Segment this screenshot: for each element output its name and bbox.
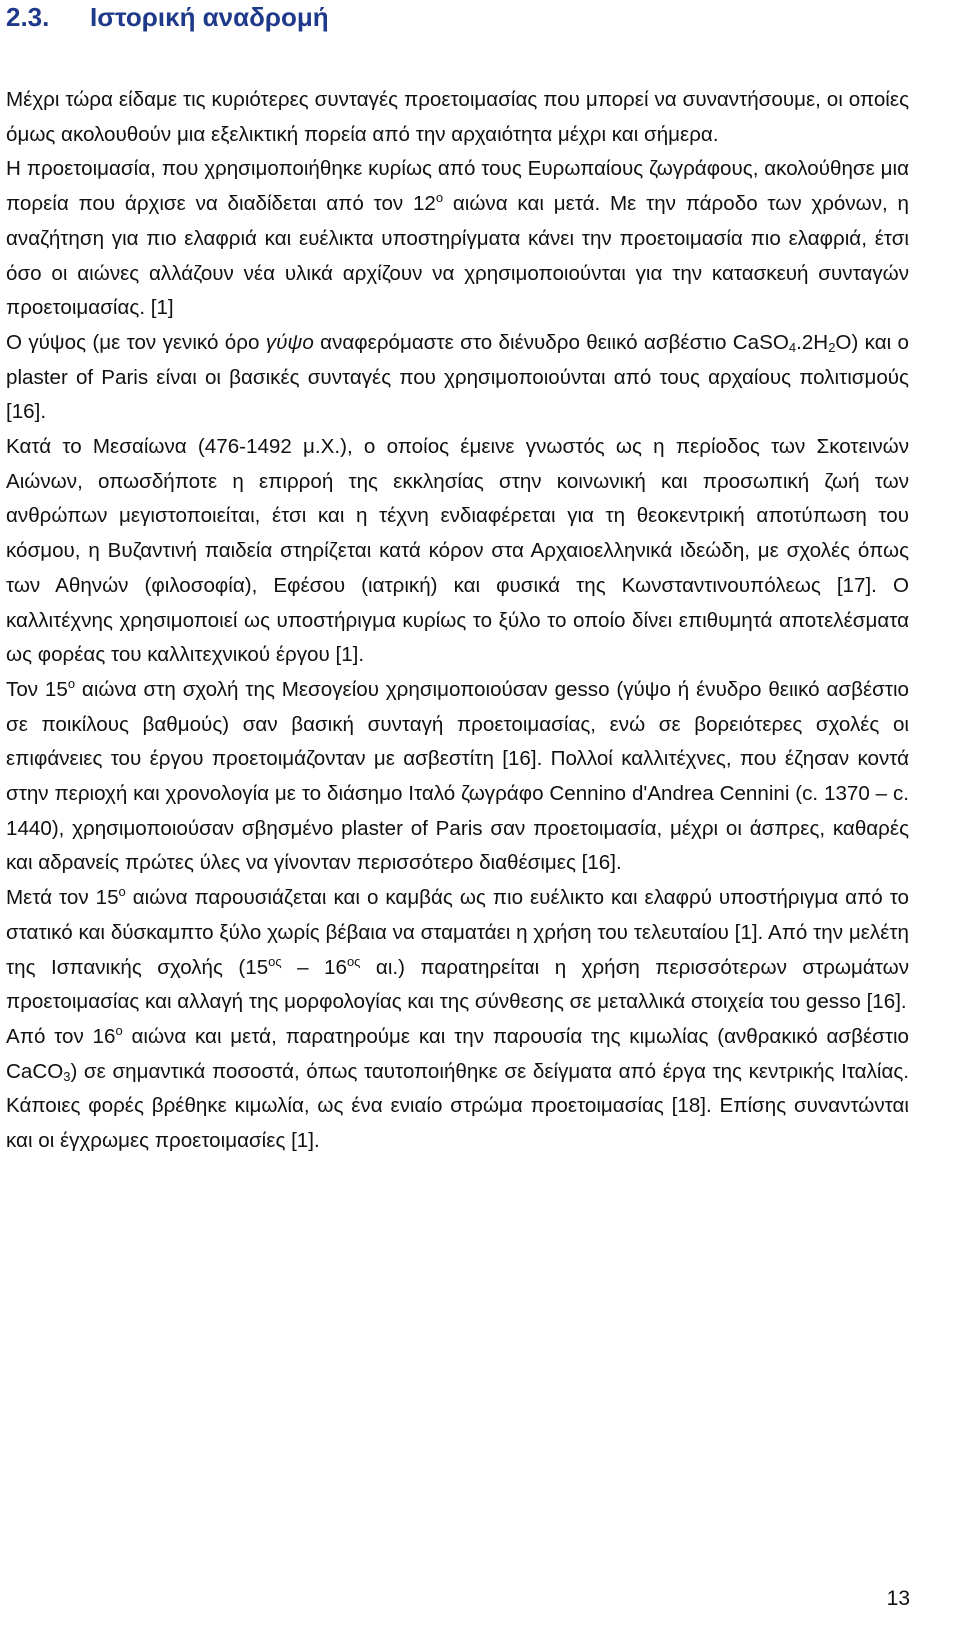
paragraph-after-15th bbox=[6, 881, 909, 1020]
superscript: ο bbox=[118, 884, 126, 900]
italic-term: γύψο bbox=[265, 330, 314, 354]
section-title: Ιστορική αναδρομή bbox=[90, 2, 329, 32]
superscript: ο bbox=[115, 1022, 123, 1038]
text-run: ) σε σημαντικά ποσοστά, όπως ταυτοποιήθηκε σε δείγματα από έργα της κεντρικής Ιταλίας. Κάποιες φορές βρέθηκε κιμωλία, ως ένα ενιαίο στρώμα προετοιμασίας [18]. Επίσης συναντώνται και οι έγχρωμες προετοιμασίες [1]. bbox=[6, 1059, 909, 1153]
subscript: 2 bbox=[828, 339, 836, 355]
paragraph-gypsum bbox=[6, 326, 909, 430]
paragraph-12th-century bbox=[6, 152, 909, 326]
paragraph-16th-century bbox=[6, 1020, 909, 1159]
paragraph-middle-ages: Κατά το Μεσαίωνα (476-1492 μ.Χ.), ο οποίος έμεινε γνωστός ως η περίοδος των Σκοτεινών Αιώνων, οπωσδήποτε η επιρροή της εκκλησίας στην κοινωνική και προσωπική ζωή των ανθρώπων μεγιστοποιείται, έτσι και η τέχνη ενδιαφέρεται για τη θεοκεντρική αποτύπωση του κόσμου, η Βυζαντινή παιδεία στηρίζεται κατά κόρον στα Αρχαιοελληνικά ιδεώδη, με σχολές όπως των Αθηνών (φιλοσοφία), Εφέσου (ιατρική) και φυσικά της Κωνσταντινουπόλεως [17]. Ο καλλιτέχνης χρησιμοποιεί ως υποστήριγμα κυρίως το ξύλο το οποίο δίνει επιθυμητά αποτελέσματα ως φορέας του καλλιτεχνικού έργου [1]. bbox=[6, 435, 909, 667]
text-run: .2H bbox=[796, 330, 829, 354]
text-run: Από τον 16 bbox=[6, 1024, 116, 1048]
superscript: ο bbox=[435, 190, 444, 206]
text-run: Ο γύψος (με τον γενικό όρο bbox=[6, 330, 266, 354]
page-number: 13 bbox=[886, 1587, 910, 1610]
text-run: αιώνα και μετά. Με την πάροδο των χρόνων, η αναζήτηση για πιο ελαφριά και ευέλικτα υποστηρίγματα κάνει την προετοιμασία πιο ελαφριά, έτσι όσο οι αιώνες αλλάζουν νέα υλικά αρχίζουν να χρησιμοποιούνται για την κατασκευή συνταγών προετοιμασίας. [1] bbox=[6, 192, 909, 320]
text-run: – 16 bbox=[281, 955, 347, 979]
superscript: ος bbox=[346, 953, 361, 969]
text-run: O) και ο plaster of Paris είναι οι βασικές συνταγές που χρησιμοποιούνται από τους αρχαίους πολιτισμούς [16]. bbox=[6, 330, 909, 424]
superscript: ο bbox=[67, 675, 76, 691]
text-run: Μετά τον 15 bbox=[6, 886, 119, 910]
text-run: αναφερόμαστε στο διένυδρο θειικό ασβέστιο CaSO bbox=[313, 330, 789, 354]
text-run: Η προετοιμασία, που χρησιμοποιήθηκε κυρίως από τους Ευρωπαίους ζωγράφους, ακολούθησε μια πορεία που άρχισε να διαδίδεται από τον 12 bbox=[6, 157, 909, 216]
text-run: αιώνα και μετά, παρατηρούμε και την παρουσία της κιμωλίας (ανθρακικό ασβέστιο CaCO bbox=[6, 1024, 909, 1083]
text-run: αιώνα παρουσιάζεται και ο καμβάς ως πιο ευέλικτο και ελαφρύ υποστήριγμα από το στατικό και δύσκαμπτο ξύλο χωρίς βέβαια να σταματάει η χρήση του τελευταίου [1]. Από την μελέτη της Ισπανικής σχολής (15 bbox=[6, 886, 910, 979]
text-run: Τον 15 bbox=[6, 677, 68, 701]
section-heading bbox=[6, 2, 329, 33]
text-run: αιώνα στη σχολή της Μεσογείου χρησιμοποιούσαν gesso (γύψο ή ένυδρο θειικό ασβέστιο σε ποικίλους βαθμούς) σαν βασική συνταγή προετοιμασίας, ενώ σε βορειότερες σχολές οι επιφάνειες του έργου προετοιμάζονταν με ασβεστίτη [16]. Πολλοί καλλιτέχνες, που έζησαν κοντά στην περιοχή και χρονολογία με το διάσημο Ιταλό ζωγράφο Cennino d'Andrea Cennini (c. 1370 – c. 1440), χρησιμοποιούσαν σβησμένο plaster of Paris σαν προετοιμασία, μέχρι οι άσπρες, καθαρές και αδρανείς πρώτες ύλες να γίνονταν περισσότερο διαθέσιμες [16]. bbox=[6, 677, 909, 875]
superscript: ος bbox=[268, 953, 282, 969]
body-text bbox=[6, 83, 909, 1159]
subscript: 4 bbox=[788, 339, 797, 355]
paragraph-intro: Μέχρι τώρα είδαμε τις κυριότερες συνταγές προετοιμασίας που μπορεί να συναντήσουμε, οι οποίες όμως ακολουθούν μια εξελικτική πορεία από την αρχαιότητα μέχρι και σήμερα. bbox=[6, 88, 909, 146]
subscript: 3 bbox=[63, 1068, 71, 1084]
paragraph-15th-century bbox=[6, 673, 909, 881]
text-run: αι.) παρατηρείται η χρήση περισσότερων στρωμάτων προετοιμασίας και αλλαγή της μορφολογίας και της σύνθεσης σε μεταλλικά στοιχεία του gesso [16]. bbox=[6, 955, 909, 1014]
section-number: 2.3. bbox=[6, 2, 50, 32]
